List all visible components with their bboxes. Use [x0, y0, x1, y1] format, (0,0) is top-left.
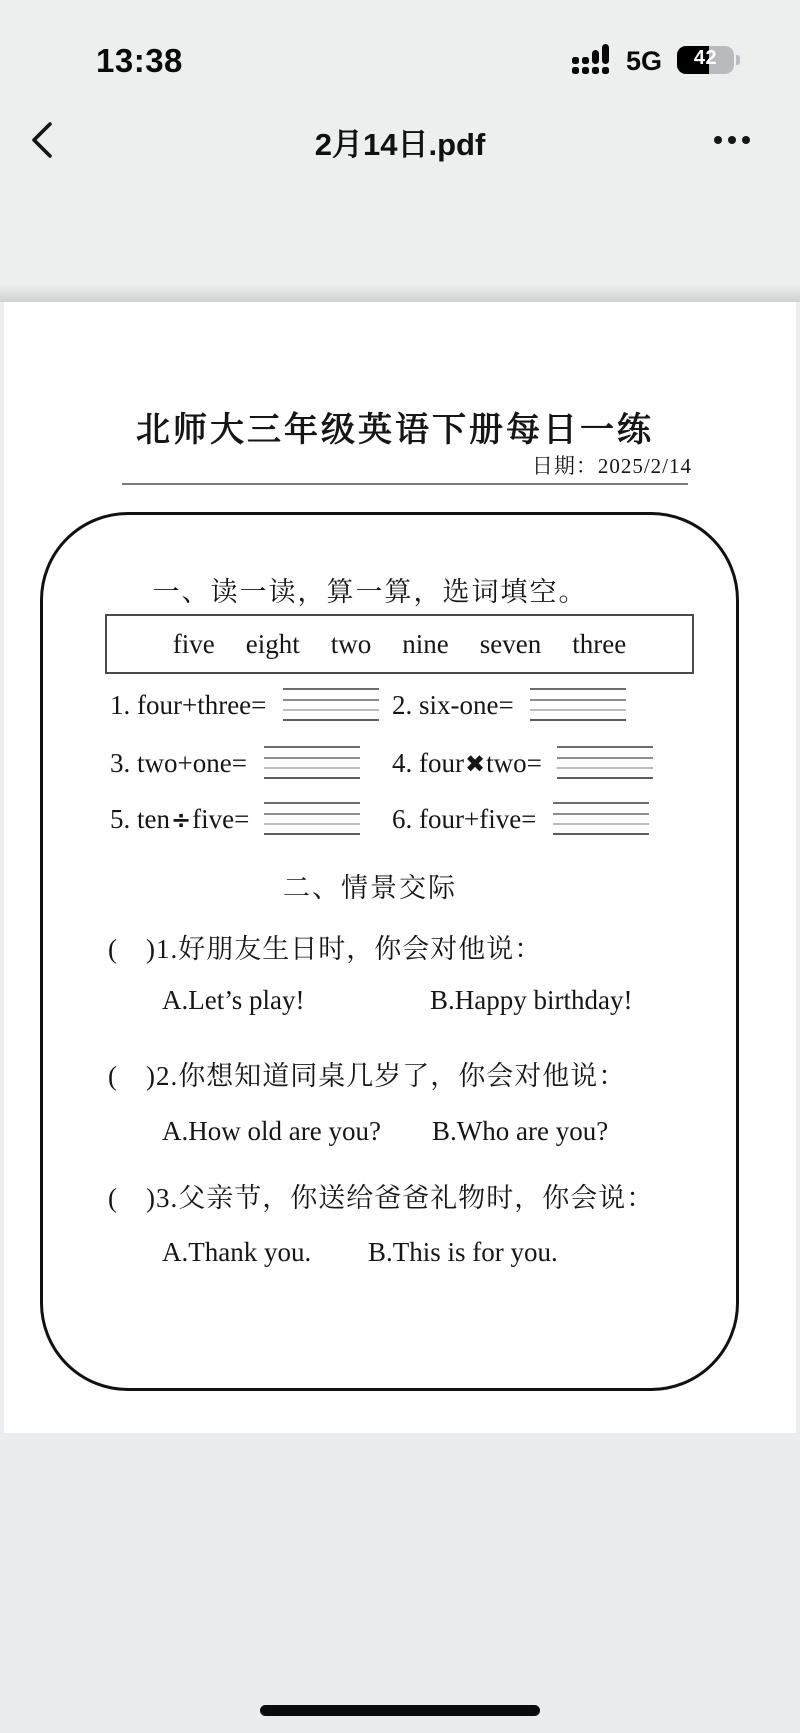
- heavy-multiply-icon: ✖: [464, 750, 486, 778]
- word-bank-item: seven: [479, 628, 542, 659]
- more-options-button[interactable]: [714, 124, 770, 156]
- section1-heading: 一、读一读，算一算，选词填空。: [152, 577, 588, 607]
- answer-blank: [283, 688, 379, 722]
- question-2: ( )2.你想知道同桌几岁了，你会对他说：: [108, 1061, 627, 1091]
- math-problem-2: 2. six-one=: [392, 688, 626, 722]
- word-bank-item: five: [172, 628, 215, 659]
- question-3-option-a: A.Thank you.: [162, 1237, 312, 1267]
- question-1-option-b: B.Happy birthday!: [430, 985, 633, 1015]
- section2-heading: 二、情景交际: [283, 873, 457, 903]
- cellular-signal-icon: [572, 45, 609, 74]
- answer-blank: [530, 688, 626, 722]
- math-problem-3: 3. two+one=: [110, 746, 360, 780]
- signal-bar-3: [592, 50, 599, 74]
- toolbar-shadow: [0, 284, 800, 302]
- signal-bar-4: [602, 44, 609, 74]
- signal-bar-2: [582, 57, 589, 74]
- word-bank-item: three: [572, 628, 627, 659]
- battery-percent: 42: [693, 47, 718, 69]
- signal-bar-1: [572, 57, 579, 74]
- scroll-background: [0, 1433, 800, 1733]
- battery-cap: [736, 55, 740, 65]
- worksheet-title: 北师大三年级英语下册每日一练: [136, 412, 654, 449]
- question-2-option-b: B.Who are you?: [432, 1116, 609, 1146]
- heavy-divide-icon: ÷: [171, 806, 192, 834]
- question-3-option-b: B.This is for you.: [368, 1237, 558, 1267]
- word-bank-item: eight: [245, 628, 300, 659]
- status-time: 13:38: [96, 42, 183, 79]
- answer-blank: [264, 746, 360, 780]
- title-divider: [122, 483, 688, 485]
- answer-blank: [264, 802, 360, 836]
- question-2-option-a: A.How old are you?: [162, 1116, 381, 1146]
- pdf-page: [4, 302, 796, 1433]
- answer-blank: [553, 802, 649, 836]
- question-1: ( )1.好朋友生日时，你会对他说：: [108, 934, 543, 964]
- word-bank-box: [105, 614, 694, 674]
- home-indicator-bar[interactable]: [260, 1705, 540, 1716]
- file-title: 2月14日.pdf: [314, 127, 486, 162]
- worksheet-date: 日期：2025/2/14: [531, 454, 692, 478]
- question-1-option-a: A.Let’s play!: [162, 985, 305, 1015]
- math-problem-5: 5. ten÷five=: [110, 802, 360, 836]
- back-button[interactable]: [24, 118, 64, 162]
- question-3: ( )3.父亲节，你送给爸爸礼物时，你会说：: [108, 1183, 655, 1213]
- word-bank-item: nine: [402, 628, 449, 659]
- ellipsis-icon: [714, 136, 722, 144]
- word-bank-item: two: [330, 628, 372, 659]
- chevron-left-icon: [24, 149, 64, 166]
- math-problem-1: 1. four+three=: [110, 688, 379, 722]
- math-problem-6: 6. four+five=: [392, 802, 649, 836]
- answer-blank: [557, 746, 653, 780]
- math-problem-4: 4. four✖two=: [392, 746, 653, 780]
- battery-icon: [677, 46, 734, 74]
- network-type-label: 5G: [626, 46, 663, 76]
